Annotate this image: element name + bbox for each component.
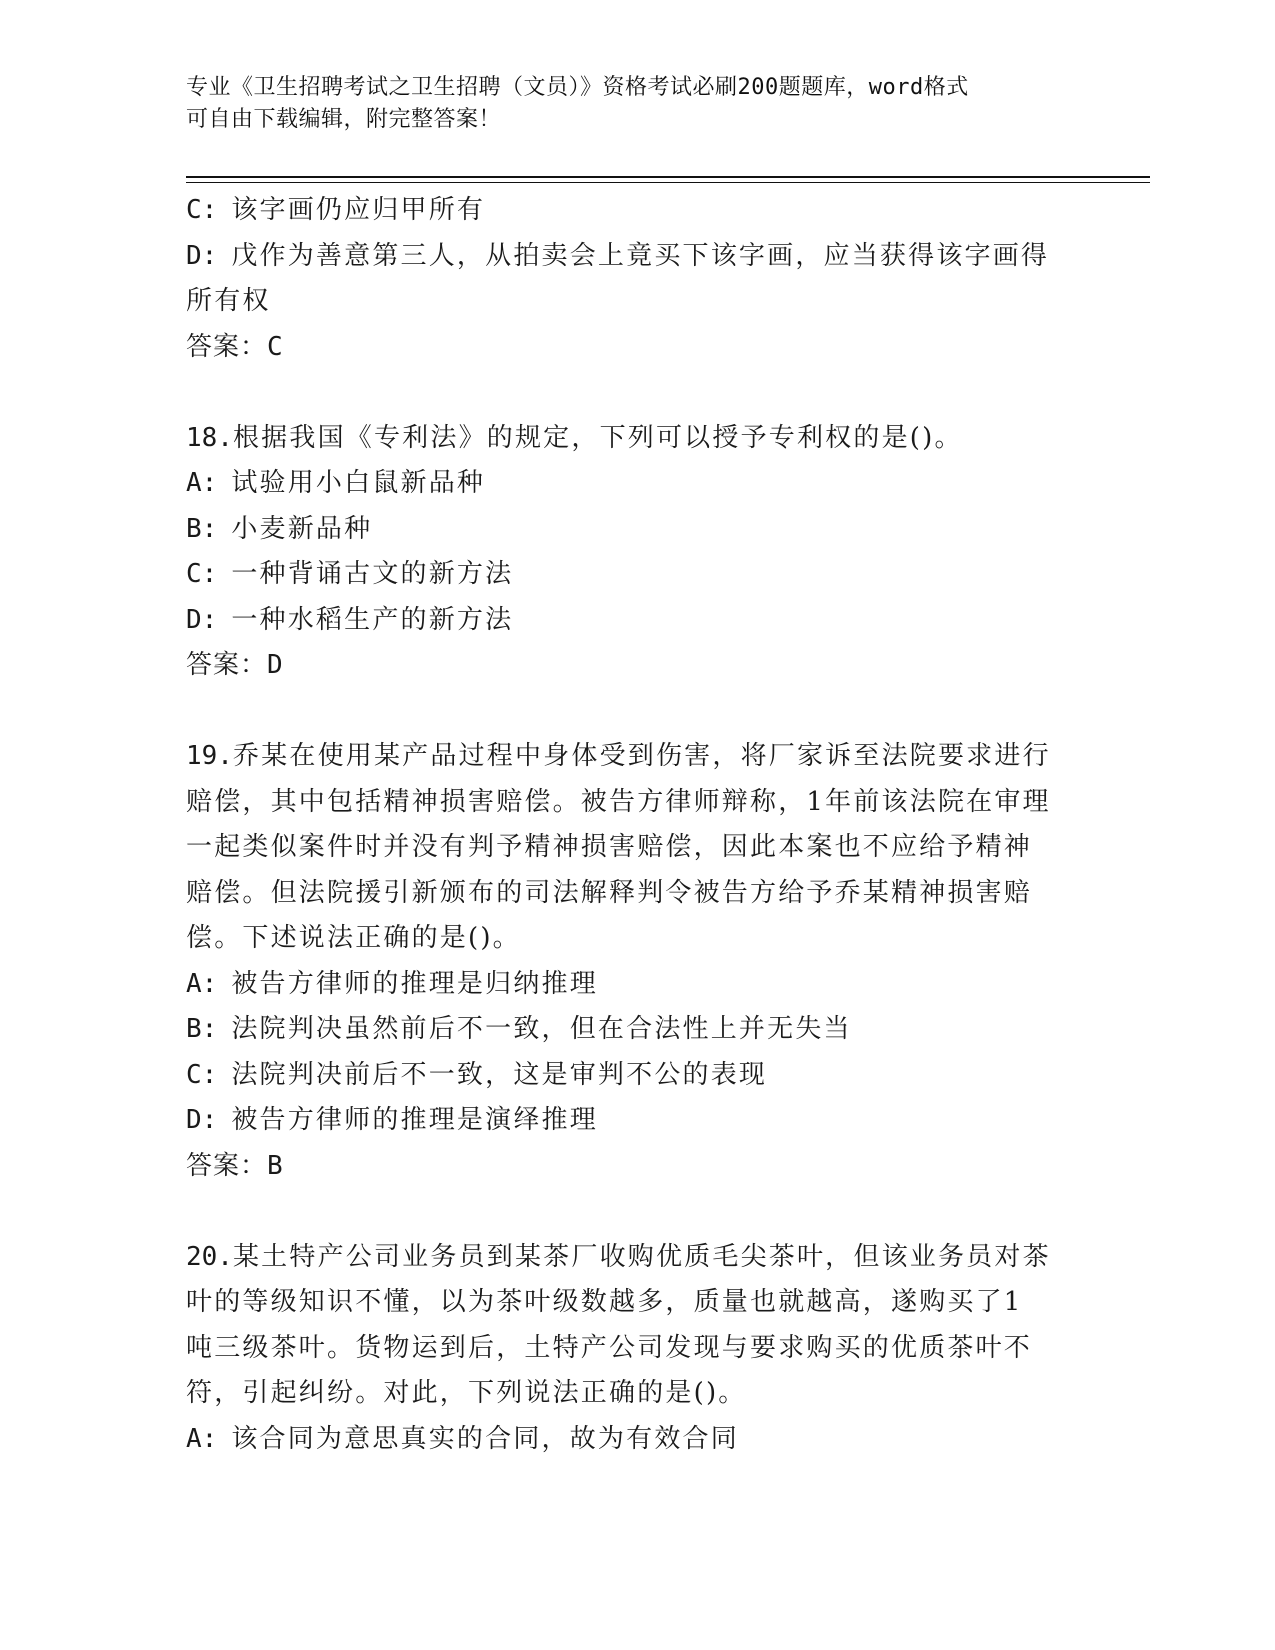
page-header [186, 72, 1066, 136]
question-stem-line: 一起类似案件时并没有判予精神损害赔偿，因此本案也不应给予精神 [186, 832, 1033, 862]
header-title-line-2: 可自由下载编辑，附完整答案！ [186, 107, 502, 132]
header-divider-thin [186, 182, 1150, 183]
question-17-continuation [186, 188, 1086, 370]
option-b: B: 法院判决虽然前后不一致，但在合法性上并无失当 [186, 1014, 852, 1044]
question-stem-line: 符，引起纠纷。对此，下列说法正确的是()。 [186, 1378, 747, 1408]
option-c: C: 法院判决前后不一致，这是审判不公的表现 [186, 1059, 768, 1090]
question-stem-line: 赔偿。但法院援引新颁布的司法解释判令被告方给予乔某精神损害赔 [186, 877, 1033, 908]
question-stem-line: 19.乔某在使用某产品过程中身体受到伤害，将厂家诉至法院要求进行 [186, 741, 1051, 771]
option-a: A: 被告方律师的推理是归纳推理 [186, 968, 598, 999]
question-18 [186, 416, 1086, 689]
option-d: D: 戊作为善意第三人，从拍卖会上竟买下该字画，应当获得该字画得 [186, 240, 1050, 271]
option-a: A: 试验用小白鼠新品种 [186, 468, 486, 498]
header-divider-thick [186, 176, 1150, 178]
question-stem-line: 偿。下述说法正确的是()。 [186, 923, 521, 953]
document-body [186, 188, 1086, 1462]
option-d-continuation: 所有权 [186, 286, 271, 316]
option-c: C: 该字画仍应归甲所有 [186, 195, 486, 225]
question-stem-line: 吨三级茶叶。货物运到后，土特产公司发现与要求购买的优质茶叶不 [186, 1332, 1033, 1363]
header-title-line-1: 专业《卫生招聘考试之卫生招聘（文员）》资格考试必刷200题题库，word格式 [186, 75, 969, 100]
answer-line: 答案：D [186, 650, 284, 680]
option-d: D: 一种水稻生产的新方法 [186, 604, 514, 635]
question-20 [186, 1235, 1086, 1463]
option-a: A: 该合同为意思真实的合同，故为有效合同 [186, 1423, 739, 1454]
question-stem-line: 叶的等级知识不懂，以为茶叶级数越多，质量也就越高，遂购买了1 [186, 1287, 1023, 1317]
answer-line: 答案：C [186, 331, 284, 362]
question-stem-line: 20.某土特产公司业务员到某茶厂收购优质毛尖茶叶，但该业务员对茶 [186, 1241, 1051, 1272]
question-stem-line: 赔偿，其中包括精神损害赔偿。被告方律师辩称，1年前该法院在审理 [186, 786, 1051, 817]
option-c: C: 一种背诵古文的新方法 [186, 559, 514, 589]
option-d: D: 被告方律师的推理是演绎推理 [186, 1105, 598, 1135]
answer-line: 答案：B [186, 1150, 284, 1181]
option-b: B: 小麦新品种 [186, 513, 373, 544]
question-stem: 18.根据我国《专利法》的规定，下列可以授予专利权的是()。 [186, 422, 963, 453]
question-19 [186, 734, 1086, 1189]
